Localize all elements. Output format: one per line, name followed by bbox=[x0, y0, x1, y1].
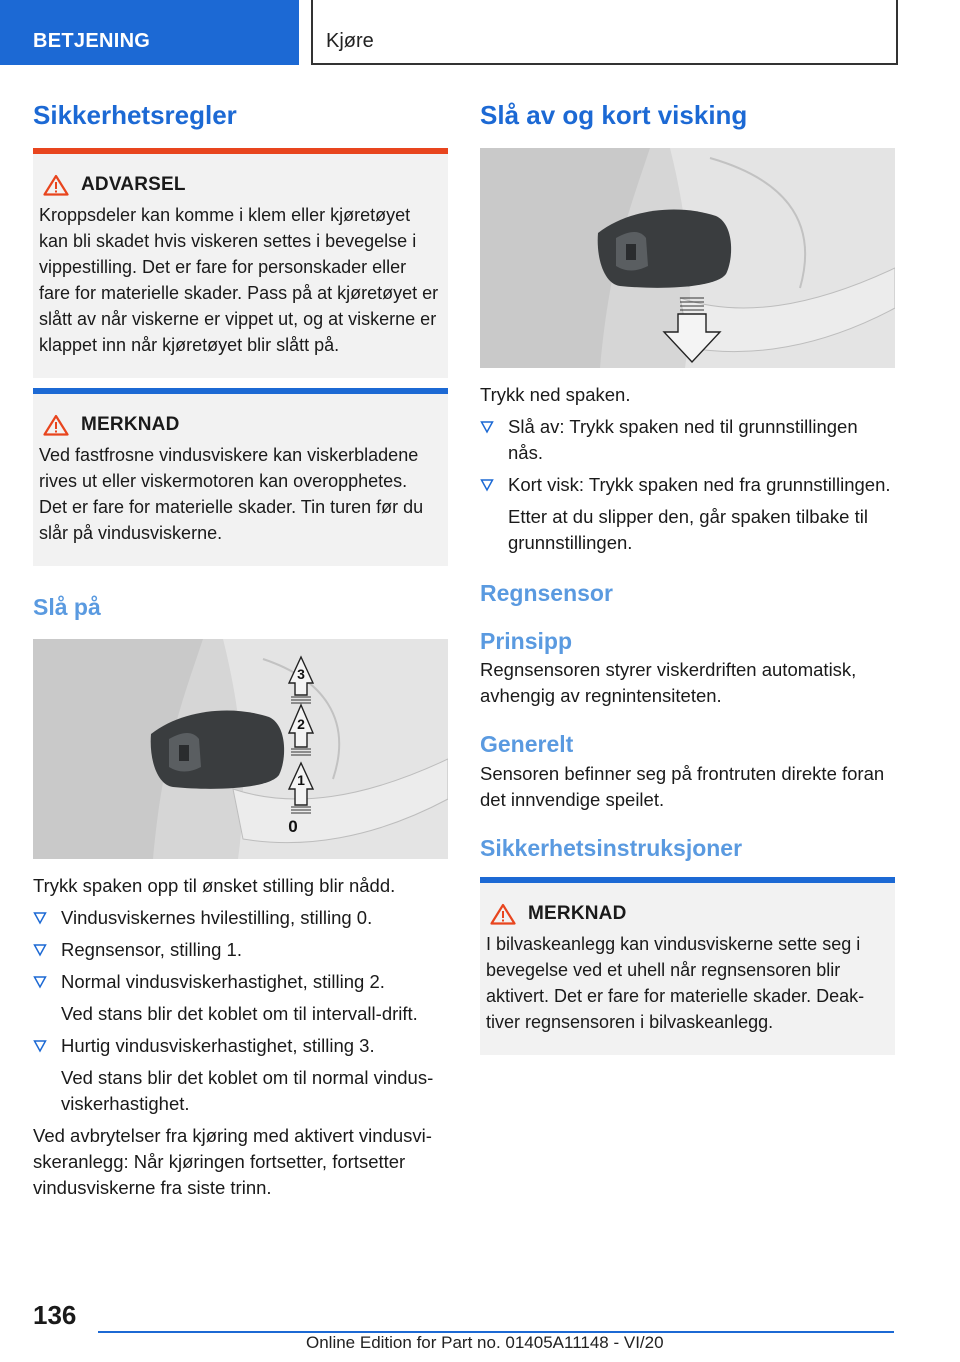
heading-switch-on: Slå på bbox=[33, 594, 101, 621]
bullet-triangle-icon bbox=[33, 1039, 47, 1053]
warning-label: ADVARSEL bbox=[81, 174, 186, 196]
list-item-subtext: Ved stans blir det koblet om til normal vindusviskerhastighet. bbox=[61, 1066, 434, 1114]
heading-principle: Prinsipp bbox=[480, 627, 573, 654]
list-item-text: Kort visk: Trykk spaken ned fra grunnstillingen. bbox=[508, 474, 891, 496]
right-column bbox=[480, 100, 895, 1055]
heading-safety-rules: Sikkerhetsregler bbox=[33, 100, 237, 130]
notice-text: I bilvaskeanlegg kan vindusviskerne sette seg i bevegelse ved et uhell når regnsensoren blir aktivert. Det er fare for materielle skader. Deaktiver regnsensoren i bilvaskeanlegg. bbox=[486, 933, 865, 1032]
notice-text: Ved fastfrosne vindusviskere kan viskerbladene rives ut eller viskermotoren kan overopphetes. Det er fare for materielle skader. Tin turen før du slår på vindusviskerne. bbox=[39, 445, 424, 544]
switch-on-intro: Trykk spaken opp til ønsket stilling blir nådd. bbox=[33, 874, 396, 896]
header-chapter-box bbox=[311, 0, 898, 65]
warning-triangle-icon bbox=[43, 414, 69, 436]
warning-text: Kroppsdeler kan komme i klem eller kjøretøyet kan bli skadet hvis viskeren settes i bevegelse i vippestilling. Det er fare for personskader eller fare for materielle skader. Pass på at kjøretøyet er slått av når viskerne er vippet ut, og at viskerne er klappet inn når kjøretøyet blir slått på. bbox=[39, 205, 439, 356]
notice-label: MERKNAD bbox=[81, 414, 180, 436]
wiper-lever-up-figure bbox=[33, 639, 448, 859]
wiper-positions-list bbox=[33, 905, 448, 1117]
notice-label: MERKNAD bbox=[528, 902, 627, 924]
figure-label-position-0: 0 bbox=[288, 816, 298, 836]
general-text: Sensoren befinner seg på frontruten direkte foran det innvendige speilet. bbox=[480, 762, 885, 810]
heading-switch-off-single-wipe: Slå av og kort visking bbox=[480, 100, 748, 130]
list-item bbox=[480, 414, 895, 466]
list-item-text: Slå av: Trykk spaken ned til grunnstillingen nås. bbox=[508, 416, 858, 464]
list-item-text: Vindusviskernes hvilestilling, stilling 0. bbox=[61, 906, 373, 928]
header-chapter-label: Kjøre bbox=[326, 30, 374, 52]
page-number: 136 bbox=[33, 1300, 77, 1330]
warning-triangle-icon bbox=[490, 903, 516, 925]
bullet-triangle-icon bbox=[33, 911, 47, 925]
heading-rain-sensor: Regnsensor bbox=[480, 580, 613, 607]
switch-off-intro: Trykk ned spaken. bbox=[480, 384, 631, 406]
wiper-lever-down-figure bbox=[480, 148, 895, 368]
list-item bbox=[480, 472, 895, 556]
switch-off-list bbox=[480, 414, 895, 556]
warning-box bbox=[33, 148, 448, 378]
list-item-subtext: Etter at du slipper den, går spaken tilbake til grunnstillingen. bbox=[508, 506, 868, 554]
figure-label-position-3: 3 bbox=[297, 665, 305, 682]
warning-triangle-icon bbox=[43, 174, 69, 196]
bullet-triangle-icon bbox=[480, 478, 494, 492]
warning-title bbox=[43, 174, 440, 196]
list-item-text: Hurtig vindusviskerhastighet, stilling 3. bbox=[61, 1034, 375, 1056]
bullet-triangle-icon bbox=[480, 420, 494, 434]
list-item-text: Regnsensor, stilling 1. bbox=[61, 938, 242, 960]
heading-general: Generelt bbox=[480, 731, 574, 758]
header-section-tab bbox=[0, 0, 299, 65]
figure-label-position-2: 2 bbox=[297, 715, 305, 732]
notice-box-car-wash bbox=[480, 877, 895, 1055]
notice-box-frozen-wipers bbox=[33, 388, 448, 566]
bullet-triangle-icon bbox=[33, 943, 47, 957]
switch-on-outro: Ved avbrytelser fra kjøring med aktivert vindusviskeranlegg: Når kjøringen fortsetter, fortsetter vindusviskerne fra siste trinn. bbox=[33, 1124, 432, 1198]
notice-title bbox=[43, 414, 440, 436]
heading-safety-instructions: Sikkerhetsinstruksjoner bbox=[480, 834, 743, 861]
notice-title bbox=[490, 903, 887, 925]
list-item-subtext: Ved stans blir det koblet om til intervall-drift. bbox=[61, 1002, 418, 1024]
list-item bbox=[33, 1033, 448, 1117]
principle-text: Regnsensoren styrer viskerdriften automatisk, avhengig av regnintensiteten. bbox=[480, 659, 857, 707]
header-section-label: BETJENING bbox=[33, 30, 151, 52]
list-item bbox=[33, 969, 448, 1027]
footer-edition: Online Edition for Part no. 01405A11148 - VI/20 bbox=[306, 1333, 664, 1352]
list-item bbox=[33, 937, 448, 963]
bullet-triangle-icon bbox=[33, 975, 47, 989]
list-item bbox=[33, 905, 448, 931]
list-item-text: Normal vindusviskerhastighet, stilling 2. bbox=[61, 970, 385, 992]
left-column bbox=[33, 100, 448, 1201]
figure-label-position-1: 1 bbox=[297, 771, 305, 788]
